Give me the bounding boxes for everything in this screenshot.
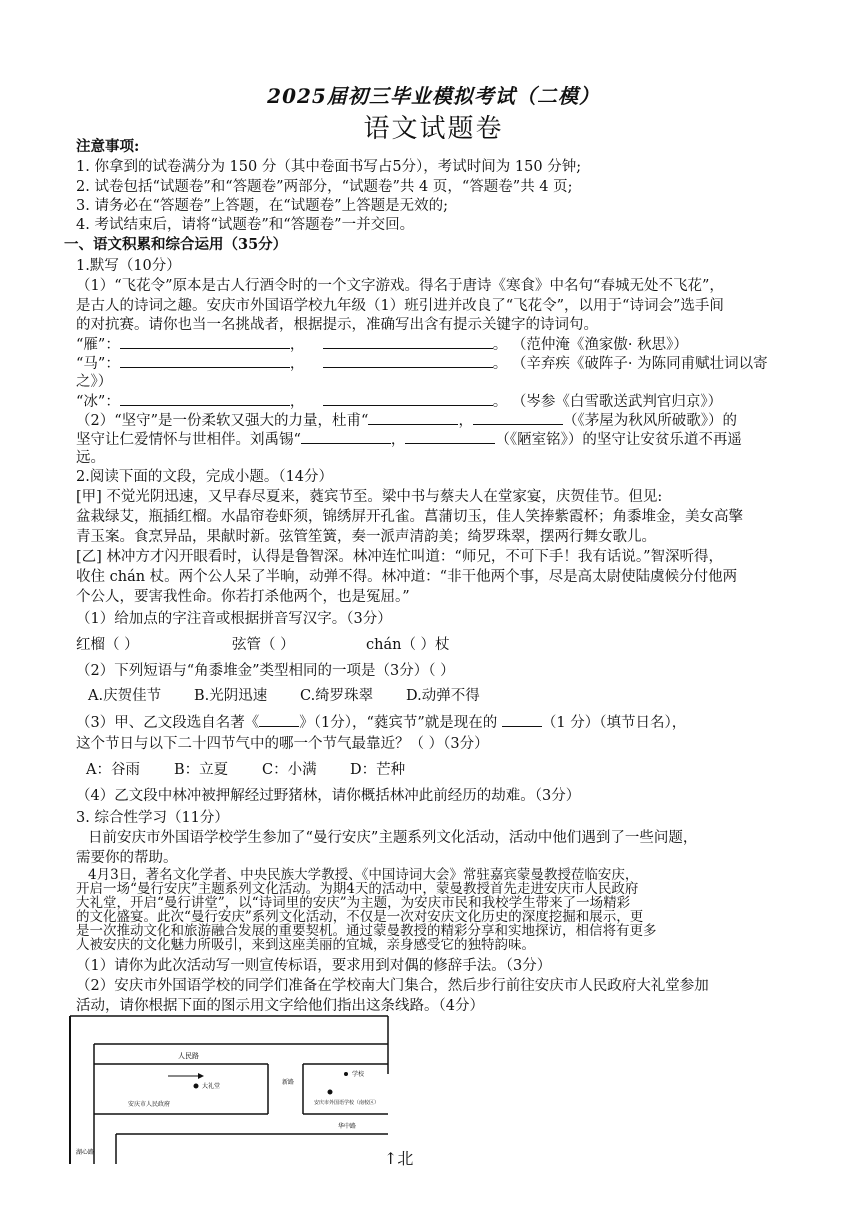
exam-title: 2025届初三毕业模拟考试（二模） xyxy=(267,84,600,108)
auditorium-label: 大礼堂 xyxy=(202,1084,221,1090)
note-item: 2. 试卷包括“试题卷”和“答题卷”两部分，“试题卷”共 4 页，“答题卷”共 4 页; xyxy=(76,179,573,195)
q3-heading: 3. 综合性学习（11分） xyxy=(76,810,229,826)
option: A.庆贺佳节 xyxy=(88,688,162,704)
q3-intro: 日前安庆市外国语学校学生参加了“曼行安庆”主题系列文化活动，活动中他们遇到了一些问题， xyxy=(88,830,698,846)
option: B：立夏 xyxy=(174,762,229,778)
fill-label: “冰”： xyxy=(76,394,120,410)
road-label-north: 人民路 xyxy=(178,1052,199,1060)
q1-sub2-line3: 远。 xyxy=(76,450,105,466)
poem-source-cont: 之》） xyxy=(76,374,113,390)
fill-line-yan: “雁”： ， 。 （范仲淹《渔家傲· 秋思》） xyxy=(76,334,688,355)
landmark-label: 学校 xyxy=(352,1072,365,1078)
passage-jia: [甲] 不觉光阴迅速，又早春尽夏来，蕤宾节至。梁中书与蔡夫人在堂家宴，庆贺佳节。但见: xyxy=(76,489,663,505)
answer-blank[interactable] xyxy=(259,712,299,727)
note-item: 1. 你拿到的试卷满分为 150 分（其中卷面书写占5分），考试时间为 150 分钟; xyxy=(76,159,582,175)
government-label: 安庆市人民政府 xyxy=(128,1102,171,1108)
answer-blank[interactable] xyxy=(323,334,493,349)
note-item: 4. 考试结束后，请将“试题卷”和“答题卷”一并交回。 xyxy=(76,217,415,233)
q2-sub1-item: 弦管（ ） xyxy=(232,637,295,653)
option: B.光阴迅速 xyxy=(194,688,268,704)
fill-label: “马”： xyxy=(76,356,120,372)
q3-intro: 需要你的帮助。 xyxy=(76,850,178,866)
notes-heading: 注意事项: xyxy=(76,138,140,155)
q2-sub4: （4）乙文段中林冲被押解经过野猪林，请你概括林冲此前经历的劫难。（3分） xyxy=(76,788,581,804)
q3-material: 开启一场“曼行安庆”主题系列文化活动。为期4天的活动中，蒙曼教授首先走进安庆市人民政府 xyxy=(76,881,639,897)
q2-sub3: （3）甲、乙文段选自名著《 》（1分），“蕤宾节”就是现在的 （1 分）（填节日名）， xyxy=(76,712,686,733)
answer-blank[interactable] xyxy=(301,429,391,444)
q2-sub3-line2: 这个节日与以下二十四节气中的哪一个节气最靠近？（ ）（3分） xyxy=(76,736,489,752)
north-indicator xyxy=(384,1146,413,1169)
q3-material: 人被安庆的文化魅力所吸引，来到这座美丽的宜城，亲身感受它的独特韵味。 xyxy=(76,937,535,953)
road-label-west: 湖心路 xyxy=(76,1150,95,1156)
fill-label: “雁”： xyxy=(76,337,120,353)
q1-sub2-line2: 坚守让仁爱情怀与世相伴。刘禹锡“ ， （《陋室铭》）的坚守让安贫乐道不再遥 xyxy=(76,429,742,450)
north-label: 北 xyxy=(397,1149,414,1168)
poem-source: （辛弃疾《破阵子· 为陈同甫赋壮词以寄 xyxy=(511,356,768,372)
fill-line-ma: “马”： ， 。 （辛弃疾《破阵子· 为陈同甫赋壮词以寄 xyxy=(76,353,768,374)
option: A：谷雨 xyxy=(86,762,140,778)
school-label: 安庆市外国语学校（南校区） xyxy=(314,1101,380,1106)
answer-blank[interactable] xyxy=(323,353,493,368)
q2-sub2: （2）下列短语与“角黍堆金”类型相同的一项是（3分）（ ） xyxy=(76,663,455,679)
option: C.绮罗珠翠 xyxy=(300,688,374,704)
q1-intro: （1）“飞花令”原本是古人行酒令时的一个文字游戏。得名于唐诗《寒食》中名句“春城无处不飞花”， xyxy=(76,278,724,294)
q3-sub1: （1）请你为此次活动写一则宣传标语，要求用到对偶的修辞手法。（3分） xyxy=(76,958,552,974)
answer-blank[interactable] xyxy=(368,410,458,425)
option: C：小满 xyxy=(262,762,317,778)
answer-blank[interactable] xyxy=(323,391,493,406)
fill-line-bing: “冰”： ， 。 （岑参《白雪歌送武判官归京》） xyxy=(76,391,722,412)
q3-material: 的文化盛宴。此次“曼行安庆”系列文化活动，不仅是一次对安庆文化历史的深度挖掘和展示，更 xyxy=(76,909,644,925)
q3-material: 大礼堂，开启“曼行讲堂”，以“诗词里的安庆”为主题，为安庆市民和我校学生带来了一场精彩 xyxy=(76,895,631,911)
q2-sub1-item: chán（ ）杖 xyxy=(366,637,450,653)
north-arrow-icon: ↑ xyxy=(384,1149,398,1168)
road-label-south: 华中路 xyxy=(338,1124,357,1130)
passage-yi: 个公人，要害我性命。你若打杀他两个，也是冤屈。” xyxy=(76,589,410,605)
section-heading: 一、语文积累和综合运用（35分） xyxy=(64,236,288,253)
poem-source: （范仲淹《渔家傲· 秋思》） xyxy=(511,337,688,353)
landmark-marker xyxy=(344,1072,348,1076)
passage-yi: [乙] 林冲方才闪开眼看时，认得是鲁智深。林冲连忙叫道：“师兄，不可下手！我有话说。”智深听得， xyxy=(76,549,723,565)
auditorium-marker xyxy=(194,1084,199,1089)
answer-blank[interactable] xyxy=(405,429,495,444)
school-marker xyxy=(328,1090,333,1095)
q1-intro: 的对抗赛。请你也当一名挑战者，根据提示，准确写出含有提示关键字的诗词句。 xyxy=(76,317,598,333)
direction-arrow-head xyxy=(198,1073,204,1079)
option: D.动弹不得 xyxy=(406,688,480,704)
option: D：芒种 xyxy=(350,762,406,778)
q1-heading: 1.默写（10分） xyxy=(76,258,181,274)
passage-jia: 青玉案。食烹异品，果献时新。弦管笙簧，奏一派声清韵美；绮罗珠翠，摆两行舞女歌儿。 xyxy=(76,529,656,545)
q1-sub2-line1: （2）“坚守”是一份柔软又强大的力量，杜甫“ ， （《茅屋为秋风所破歌》）的 xyxy=(76,410,737,431)
q2-heading: 2.阅读下面的文段，完成小题。（14分） xyxy=(76,469,334,485)
q3-material: 4月3日，著名文化学者、中央民族大学教授、《中国诗词大会》常驻嘉宾蒙曼教授莅临安庆， xyxy=(88,867,639,883)
passage-jia: 盆栽绿艾，瓶插红榴。水晶帘卷虾须，锦绣屏开孔雀。菖蒲切玉，佳人笑捧紫霞杯；角黍堆金，美女高擎 xyxy=(76,509,743,525)
road-label-east: 新路 xyxy=(282,1080,295,1086)
q1-intro: 是古人的诗词之趣。安庆市外国语学校九年级（1）班引进并改良了“飞花令”，以用于“诗词会”选手间 xyxy=(76,298,724,314)
passage-yi: 收住 chán 杖。两个公人呆了半晌，动弹不得。林冲道：“非干他两个事，尽是高太尉使陆虞候分付他两 xyxy=(76,569,738,585)
q3-material: 是一次推动文化和旅游融合发展的重要契机。通过蒙曼教授的精彩分享和实地探访，相信将有更多 xyxy=(76,923,657,939)
note-item: 3. 请务必在“答题卷”上答题，在“试题卷”上答题是无效的; xyxy=(76,198,448,214)
q2-sub1: （1）给加点的字注音或根据拼音写汉字。（3分） xyxy=(76,611,392,627)
answer-blank[interactable] xyxy=(120,334,290,349)
q3-sub2: 活动，请你根据下面的图示用文字给他们指出这条线路。（4分） xyxy=(76,998,484,1014)
answer-blank[interactable] xyxy=(120,391,290,406)
answer-blank[interactable] xyxy=(120,353,290,368)
answer-blank[interactable] xyxy=(473,410,563,425)
poem-source: （岑参《白雪歌送武判官归京》） xyxy=(511,394,723,410)
q2-sub1-item: 红榴（ ） xyxy=(76,637,139,653)
q3-sub2: （2）安庆市外国语学校的同学们准备在学校南大门集合，然后步行前往安庆市人民政府大礼堂参加 xyxy=(76,978,709,994)
exam-subtitle: 语文试题卷 xyxy=(363,114,504,144)
answer-blank[interactable] xyxy=(502,712,542,727)
